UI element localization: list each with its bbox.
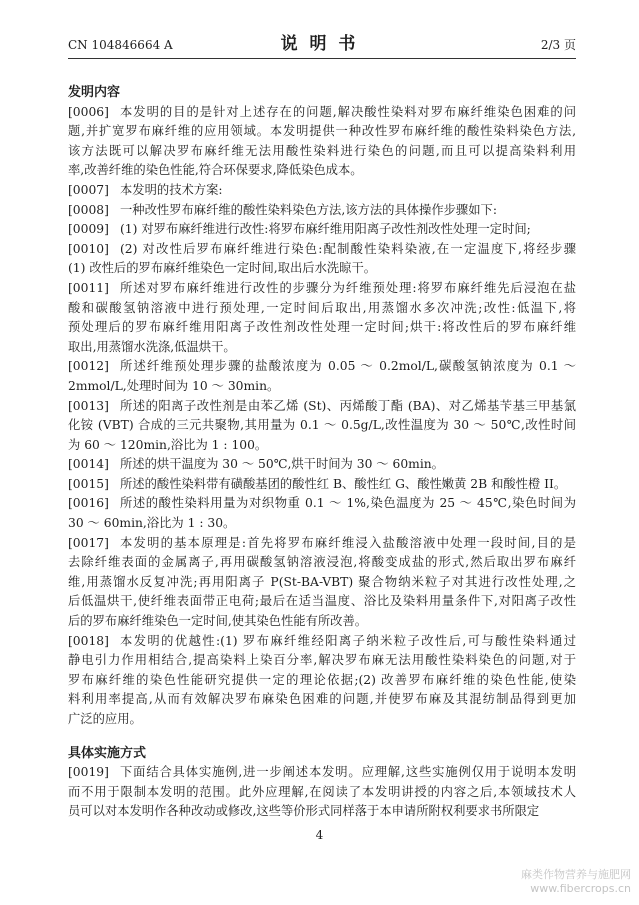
paragraph-line [68,534,576,554]
paragraph-text: 下面结合具体实施例,进一步阐述本发明。应理解,这些实施例仅用于说明本发明 [120,765,576,780]
paragraph-text: 员可以对本发明作各种改动或修改,这些等价形式同样落于本申请所附权利要求书所限定 [68,804,540,819]
paragraph-number: [0019] [68,765,109,780]
paragraph-text: 所述的烘干温度为 30 ～ 50℃,烘干时间为 30 ～ 60min。 [120,457,444,472]
paragraph-text: 化铵 (VBT) 合成的三元共聚物,其用量为 0.1 ～ 0.5g/L,改性温度为 30 ～ 50℃,改性时间 [68,418,576,433]
paragraph-text: 预处理后的罗布麻纤维用阳离子改性剂改性处理一定时间;烘干:将改性后的罗布麻纤维 [68,320,576,335]
paragraph-line [68,181,576,201]
paragraph-number: [0018] [68,633,109,648]
paragraph-line [68,436,576,456]
paragraph-text: 料利用率提高,从而有效解决罗布麻染色困难的问题,并使罗布麻及其混纺制品得到更加 [68,692,576,707]
document-body [68,83,576,822]
paragraph-line [68,553,576,573]
paragraph-text: 本发明的技术方案: [120,182,223,197]
paragraph-0011 [68,279,576,357]
paragraph-line [68,690,576,710]
paragraph-0016 [68,494,576,533]
paragraph-line [68,632,576,652]
paragraph-number: [0010] [68,241,109,256]
paragraph-text: 所述的阳离子改性剂是由苯乙烯 (St)、丙烯酸丁酯 (BA)、对乙烯基苄基三甲基氯 [120,398,576,413]
paragraph-text: 所述的酸性染料带有磺酸基团的酸性红 B、酸性红 G、酸性嫩黄 2B 和酸性橙 II。 [120,476,567,491]
paragraph-0015 [68,475,576,495]
paragraph-text: (1) 对罗布麻纤维进行改性:将罗布麻纤维用阳离子改性剂改性处理一定时间; [120,222,531,237]
paragraph-text: 而不用于限制本发明的范围。此外应理解,在阅读了本发明讲授的内容之后,本领域技术人 [68,784,576,799]
paragraph-text: 本发明的优越性:(1) 罗布麻纤维经阳离子纳米粒子改性后,可与酸性染料通过 [120,633,576,648]
paragraph-number: [0012] [68,359,109,374]
paragraph-text: 酸和碳酸氢钠溶液中进行预处理,一定时间后取出,用蒸馏水多次冲洗;改性:低温下,将 [68,300,576,315]
paragraph-line [68,259,576,279]
paragraph-text: 本发明的基本原理是:首先将罗布麻纤维浸入盐酸溶液中处理一段时间,目的是 [120,535,576,550]
paragraph-line [68,201,576,221]
paragraph-line [68,475,576,495]
section-embodiments [68,744,576,822]
paragraph-0013 [68,397,576,456]
paragraph-text: 一种改性罗布麻纤维的酸性染料染色方法,该方法的具体操作步骤如下: [120,202,497,217]
page-indicator: 2/3 页 [540,38,576,52]
paragraph-text: 广泛的应用。 [68,712,142,726]
paragraph-text: 30 ～ 60min,浴比为 1 : 30。 [68,516,236,531]
paragraph-text: 维,用蒸馏水反复冲洗;再用阳离子 P(St-BA-VBT) 聚合物纳米粒子对其进行改性处理,之 [68,574,576,589]
paragraph-line [68,671,576,691]
paragraph-text: 该方法既可以解决罗布麻纤维无法用酸性染料进行染色的问题,而且可以提高染料利用 [68,143,576,158]
paragraph-line [68,710,576,730]
paragraph-number: [0007] [68,182,109,197]
paragraph-0019 [68,763,576,822]
paragraph-line [68,494,576,514]
paragraph-text: 所述的酸性染料用量为对织物重 0.1 ～ 1%,染色温度为 25 ～ 45℃,染色时间为 [120,496,576,511]
paragraph-line [68,240,576,260]
paragraph-line [68,142,576,162]
paragraph-line [68,220,576,240]
paragraph-number: [0006] [68,104,109,119]
paragraph-text: 取出,用蒸馏水洗涤,低温烘干。 [68,339,236,354]
paragraph-text: (2) 对改性后罗布麻纤维进行染色:配制酸性染料染液,在一定温度下,将经步骤 [120,241,576,256]
section-summary [68,83,576,730]
paragraph-line [68,299,576,319]
document-number: CN 104846664 A [68,38,173,52]
paragraph-line [68,763,576,783]
paragraph-number: [0017] [68,535,109,550]
paragraph-text: 后的罗布麻纤维染色一定时间,使其染色性能有所改善。 [68,614,368,629]
paragraph-text: 率,改善纤维的染色性能,符合环保要求,降低染色成本。 [68,163,363,178]
watermark-url: www.fibercrops.cn [530,882,631,895]
page-number: 4 [315,828,324,842]
paragraph-line [68,161,576,181]
paragraph-line [68,338,576,358]
paragraph-line [68,416,576,436]
section-heading: 具体实施方式 [68,745,147,761]
paragraph-number: [0011] [68,280,109,295]
paragraph-line [68,514,576,534]
document-title: 说 明 书 [280,34,359,54]
paragraph-line [68,357,576,377]
paragraph-text: 为 60 ～ 120min,浴比为 1 : 100。 [68,437,268,452]
paragraph-text: 本发明的目的是针对上述存在的问题,解决酸性染料对罗布麻纤维染色困难的问 [120,104,576,119]
paragraph-0007 [68,181,576,201]
paragraph-line [68,592,576,612]
paragraph-line [68,122,576,142]
paragraph-line [68,377,576,397]
paragraph-text: (1) 改性后的罗布麻纤维染色一定时间,取出后水洗晾干。 [68,261,377,276]
paragraph-line [68,802,576,822]
paragraph-0014 [68,455,576,475]
paragraph-line [68,103,576,123]
paragraph-0006 [68,103,576,181]
paragraph-line [68,279,576,299]
paragraph-text: 所述对罗布麻纤维进行改性的步骤分为纤维预处理:将罗布麻纤维先后浸泡在盐 [120,280,576,295]
paragraph-number: [0014] [68,457,109,472]
header-rule [68,58,576,59]
paragraph-number: [0015] [68,476,109,491]
paragraph-text: 题,并扩宽罗布麻纤维的应用领域。本发明提供一种改性罗布麻纤维的酸性染料染色方法, [68,124,576,139]
paragraph-number: [0009] [68,222,109,237]
paragraph-text: 罗布麻纤维的染色性能研究提供一定的理论依据;(2) 改善罗布麻纤维的染色性能,使染 [68,672,576,687]
watermark-site-name: 麻类作物营养与施肥网 [521,868,631,881]
paragraph-number: [0008] [68,202,109,217]
paragraph-line [68,783,576,803]
paragraph-line [68,397,576,417]
paragraph-line [68,573,576,593]
paragraph-0018 [68,632,576,730]
paragraph-text: 所述纤维预处理步骤的盐酸浓度为 0.05 ～ 0.2mol/L,碳酸氢钠浓度为 0.1 ～ [120,359,576,374]
paragraph-line [68,651,576,671]
paragraph-text: 后低温烘干,使纤维表面带正电荷;最后在适当温度、浴比及染料用量条件下,对阳离子改性 [68,594,576,609]
paragraph-text: 去除纤维表面的金属离子,再用碳酸氢钠溶液浸泡,将酸变成盐的形式,然后取出罗布麻纤 [68,555,576,570]
paragraph-number: [0013] [68,398,109,413]
watermark [521,868,631,896]
paragraph-0012 [68,357,576,396]
paragraph-list [68,763,576,822]
paragraph-0010 [68,240,576,279]
paragraph-number: [0016] [68,496,109,511]
paragraph-text: 2mmol/L,处理时间为 10 ～ 30min。 [68,378,280,393]
paragraph-line [68,455,576,475]
paragraph-0017 [68,534,576,632]
paragraph-line [68,612,576,632]
paragraph-list [68,103,576,730]
paragraph-0009 [68,220,576,240]
section-heading: 发明内容 [68,85,121,100]
paragraph-line [68,318,576,338]
paragraph-0008 [68,201,576,221]
paragraph-text: 静电引力作用相结合,提高染料上染百分率,解决罗布麻无法用酸性染料染色的问题,对于 [68,653,576,668]
